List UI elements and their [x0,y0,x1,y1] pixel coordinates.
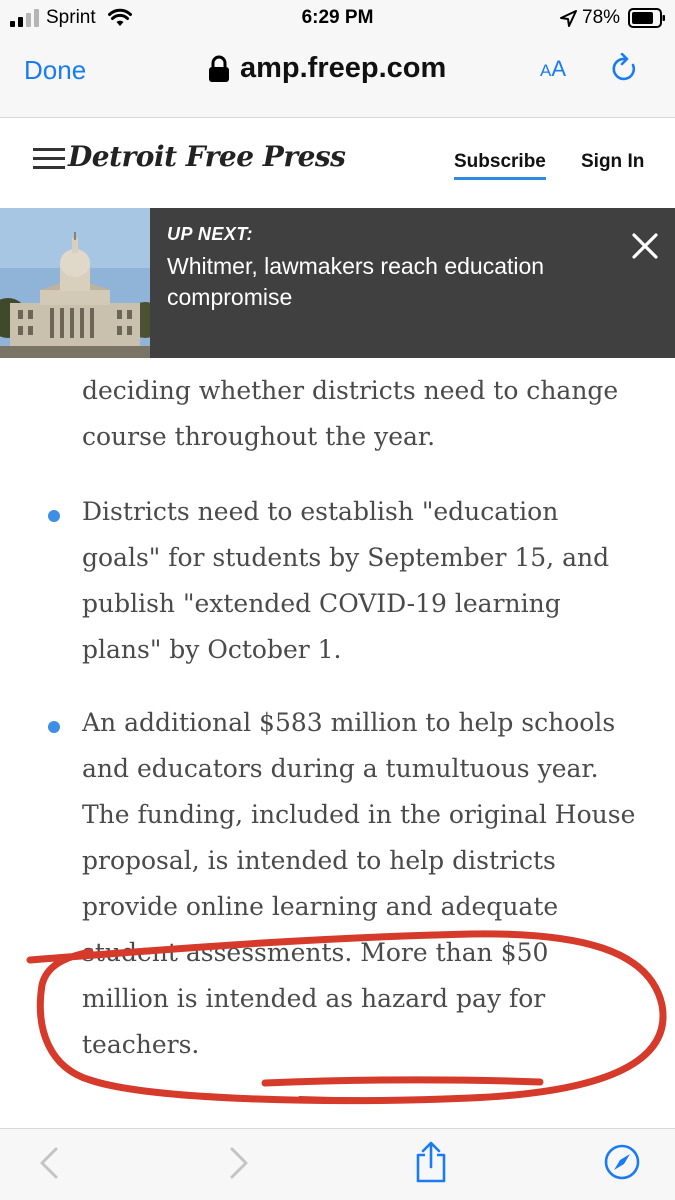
up-next-label: UP NEXT: [167,224,254,244]
reload-icon[interactable] [610,53,640,85]
hamburger-menu-icon[interactable] [33,148,65,170]
subscribe-link[interactable]: Subscribe [454,151,546,180]
site-logo[interactable]: Detroit Free Press [68,140,346,173]
battery-icon [628,8,666,28]
battery-percentage: 78% [582,7,621,28]
close-icon[interactable] [632,233,658,259]
browser-bottom-toolbar [0,1128,675,1200]
article-body [0,358,675,1128]
clock-time: 6:29 PM [301,7,374,28]
location-arrow-icon [560,10,577,27]
list-item: An additional $583 million to help schools and educators during a tumultuous year. The funding, included in the original House proposal, is intended to help districts provide online learning and adequate student assessments. More than $50 million is intended as hazard pay for teachers. [82,708,636,1059]
lock-icon [208,55,230,83]
text-size-small-glyph: A [540,61,552,80]
site-header [0,118,675,208]
back-chevron-icon[interactable] [38,1145,60,1181]
text-size-large-glyph: A [551,56,567,81]
url-text: amp.freep.com [240,52,447,84]
text-size-button[interactable] [540,56,566,82]
bullet-marker [48,721,60,733]
list-item: Districts need to establish "education goals" for students by September 15, and publish "extended COVID-19 learning plans" by October 1. [82,497,610,664]
bullet-marker [48,510,60,522]
forward-chevron-icon[interactable] [228,1145,250,1181]
sign-in-link[interactable]: Sign In [581,151,645,172]
up-next-banner[interactable] [0,208,675,358]
status-bar [0,0,675,36]
done-button[interactable]: Done [24,55,87,85]
up-next-headline[interactable]: Whitmer, lawmakers reach education compromise [167,253,545,310]
article-paragraph: deciding whether districts need to change course throughout the year. [82,376,619,451]
capitol-building-thumbnail [0,208,150,358]
carrier-name: Sprint [46,7,96,28]
share-icon[interactable] [414,1141,448,1183]
browser-toolbar [0,36,675,118]
compass-icon[interactable] [603,1143,641,1181]
